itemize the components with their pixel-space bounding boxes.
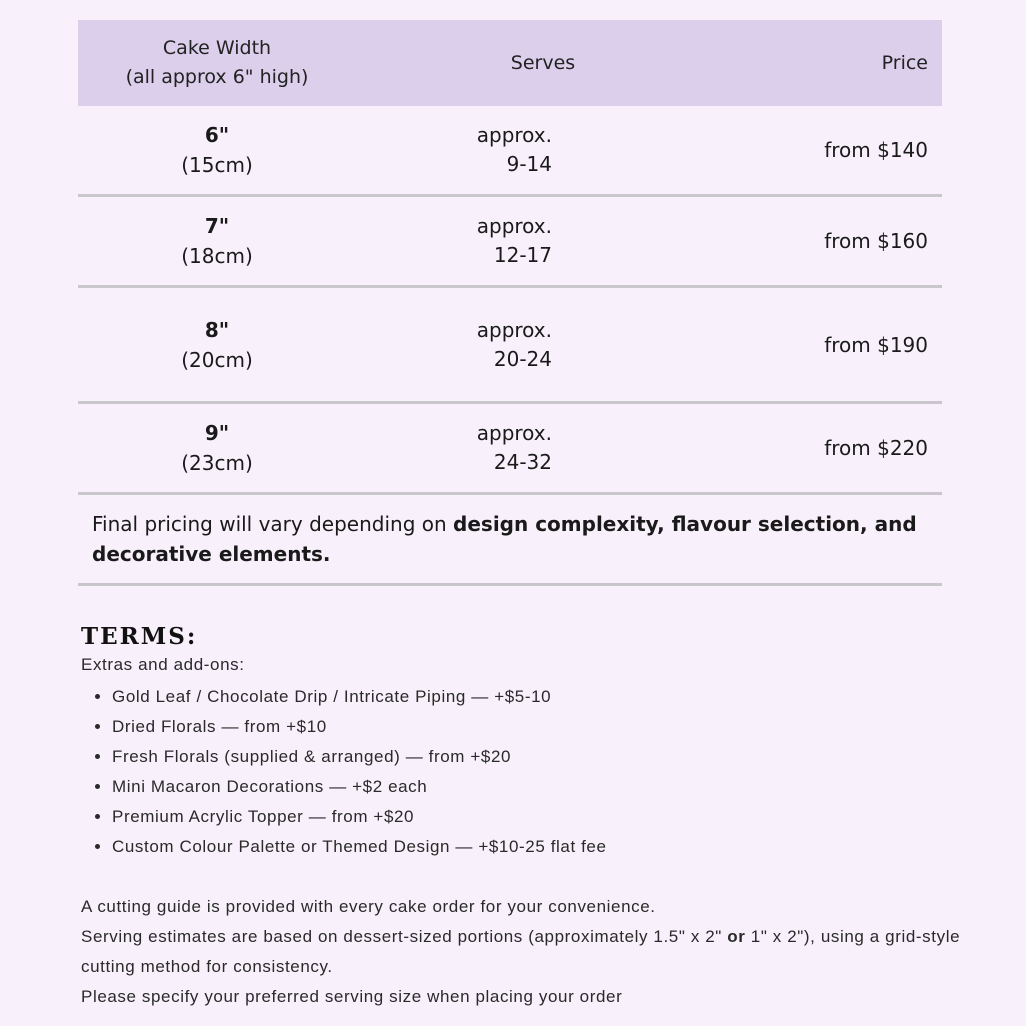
price-cell: from $160 [824,229,928,253]
cake-size-cell [78,315,356,375]
cake-size: 8" [204,317,230,342]
list-item: • Mini Macaron Decorations — +$2 each [112,772,961,802]
table-row [78,404,942,495]
cake-size-cell [78,418,356,478]
header-price: Price [881,52,928,74]
table-header [78,20,942,106]
header-serves: Serves [510,52,576,74]
header-cake-width-subtitle: (all approx 6" high) [125,66,309,88]
price-cell: from $190 [824,332,928,357]
serves-range: 12-17 [493,243,552,267]
serves-label: approx. [476,317,552,342]
list-item: • Custom Colour Palette or Themed Design — +$10-25 flat fee [112,832,961,862]
cake-size-metric: (18cm) [181,244,253,268]
table-row [78,106,942,197]
serves-range: 9-14 [506,152,552,176]
list-item: • Fresh Florals (supplied & arranged) — from +$20 [112,742,961,772]
serves-range: 20-24 [493,346,552,371]
list-item: • Gold Leaf / Chocolate Drip / Intricate Piping — +$5-10 [112,682,961,712]
serves-cell [356,212,552,270]
cake-size: 7" [204,214,230,238]
price-table [78,20,942,586]
serves-label: approx. [476,421,552,445]
addons-intro: Extras and add-ons: [81,655,245,674]
list-item: • Dried Florals — from +$10 [112,712,961,742]
serves-range: 24-32 [493,450,552,474]
serves-label: approx. [476,123,552,147]
serving-info [81,892,961,1012]
cake-size-metric: (20cm) [181,347,253,372]
serving-estimate-text [81,922,961,982]
cake-size: 9" [204,421,230,445]
cake-size-cell [78,211,356,271]
list-item: • Premium Acrylic Topper — from +$20 [112,802,961,832]
price-cell: from $220 [824,436,928,460]
serves-label: approx. [476,214,552,238]
pricing-note-text: Final pricing will vary depending on [92,512,454,536]
header-cake-width [78,34,356,92]
serving-estimate-prefix: Serving estimates are based on dessert-sized portions (approximately 1.5" x 2" [81,927,728,946]
serves-cell [356,316,552,374]
addons-list [81,682,961,862]
header-cake-width-title: Cake Width [162,37,272,59]
serving-estimate-or: or [727,927,746,946]
specify-size-text: Please specify your preferred serving size when placing your order [81,987,623,1006]
terms-section [81,622,961,1012]
pricing-note-emphasis: design complexity, flavour selection, and decorative elements. [92,512,917,566]
cake-size-metric: (23cm) [181,451,253,475]
serves-cell [356,419,552,477]
serving-estimate-suffix: 1" x 2"), using a grid-style cutting method for consistency. [81,927,961,976]
price-cell: from $140 [824,138,928,162]
table-row [78,288,942,404]
pricing-note [78,495,942,586]
cake-size: 6" [204,123,230,147]
cake-size-metric: (15cm) [181,153,253,177]
terms-heading: TERMS: [81,623,198,650]
table-row [78,197,942,288]
cutting-guide-text: A cutting guide is provided with every cake order for your convenience. [81,897,656,916]
serves-cell [356,121,552,179]
cake-size-cell [78,120,356,180]
